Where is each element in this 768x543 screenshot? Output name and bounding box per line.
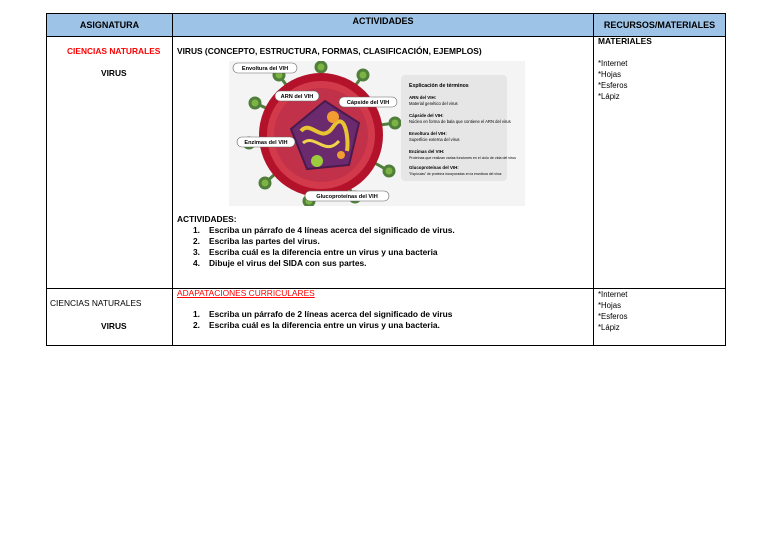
subject-cell [47,289,173,345]
legend-desc: "Espículas" de proteína incorporadas en la envoltura del virus [409,172,502,176]
subject-name: CIENCIAS NATURALES [67,46,161,56]
activity-title: VIRUS (CONCEPTO, ESTRUCTURA, FORMAS, CLASIFICACIÓN, EJEMPLOS) [177,46,482,56]
list-item: *Internet [598,290,628,299]
list-item [177,258,455,269]
list-item [177,309,452,320]
planning-table [46,13,726,346]
legend-desc: Proteínas que realizan varias funciones en el ciclo de vida del virus [409,156,516,160]
table-row [47,289,725,345]
list-item: *Esferos [598,81,628,90]
activities-cell [173,37,594,288]
header-recursos: RECURSOS/MATERIALES [603,20,716,30]
item-text: Escriba un párrafo de 2 líneas acerca del significado de virus [209,309,453,319]
item-number: 2. [193,236,200,246]
activities-block [177,214,455,269]
subject-name: CIENCIAS NATURALES [50,298,142,308]
activities-label: ACTIVIDADES: [177,214,237,224]
activities-list [177,225,455,269]
table-header-row [47,14,725,37]
legend-desc: Material genético del virus [409,101,458,106]
subject-topic: VIRUS [101,68,127,78]
item-text: Escriba cuál es la diferencia entre un virus y una bacteria [209,247,438,257]
legend-desc: Núcleo en forma de bala que contiene el ARN del virus [409,119,511,124]
legend-term: Cápside del VIH: [409,113,444,118]
label-capside: Cápside del VIH [346,100,390,106]
item-number: 1. [193,225,200,235]
legend-desc: Superficie externa del virus [409,137,460,142]
item-text: Escriba las partes del virus. [209,236,320,246]
list-item: *Lápiz [598,92,620,101]
header-asignatura: ASIGNATURA [47,14,173,36]
legend-term: Glucoproteínas del VIH: [409,165,459,170]
list-item: *Esferos [598,312,628,321]
item-text: Escriba cuál es la diferencia entre un virus y una bacteria. [209,320,440,330]
legend-title: Explicación de términos [409,83,469,89]
item-number: 4. [193,258,200,268]
materials-cell [594,289,725,345]
label-glucoproteinas: Glucoproteínas del VIH [316,194,378,200]
list-item [177,236,455,247]
list-item: *Internet [598,59,628,68]
label-envoltura: Envoltura del VIH [241,66,289,72]
materials-cell [594,37,725,288]
header-actividades: ACTIVIDADES [173,14,594,36]
adaptations-label: ADAPATACIONES CURRICULARES [177,288,315,298]
item-text: Escriba un párrafo de 4 líneas acerca del significado de virus. [209,225,455,235]
list-item [177,225,455,236]
list-item: *Lápiz [598,323,620,332]
list-item: *Hojas [598,301,621,310]
table-row [47,37,725,289]
label-arn: ARN del VIH [280,94,314,100]
materials-list [598,58,627,102]
legend-term: Enzimas del VIH: [409,149,445,154]
activities-cell [173,289,594,345]
label-enzimas: Enzimas del VIH [244,140,288,146]
item-number: 2. [193,320,200,330]
materials-label: MATERIALES [598,36,652,46]
hiv-virus-diagram [229,61,525,206]
list-item [177,247,455,258]
list-item [177,320,452,331]
subject-cell [47,37,173,288]
item-text: Dibuje el virus del SIDA con sus partes. [209,258,367,268]
subject-topic: VIRUS [101,321,127,331]
adaptations-list [177,309,452,331]
item-number: 1. [193,309,200,319]
legend-term: ARN del VIH: [409,95,437,100]
legend-term: Envoltura del VIH: [409,131,447,136]
terms-legend [401,75,516,181]
list-item: *Hojas [598,70,621,79]
materials-list [598,289,627,333]
item-number: 3. [193,247,200,257]
